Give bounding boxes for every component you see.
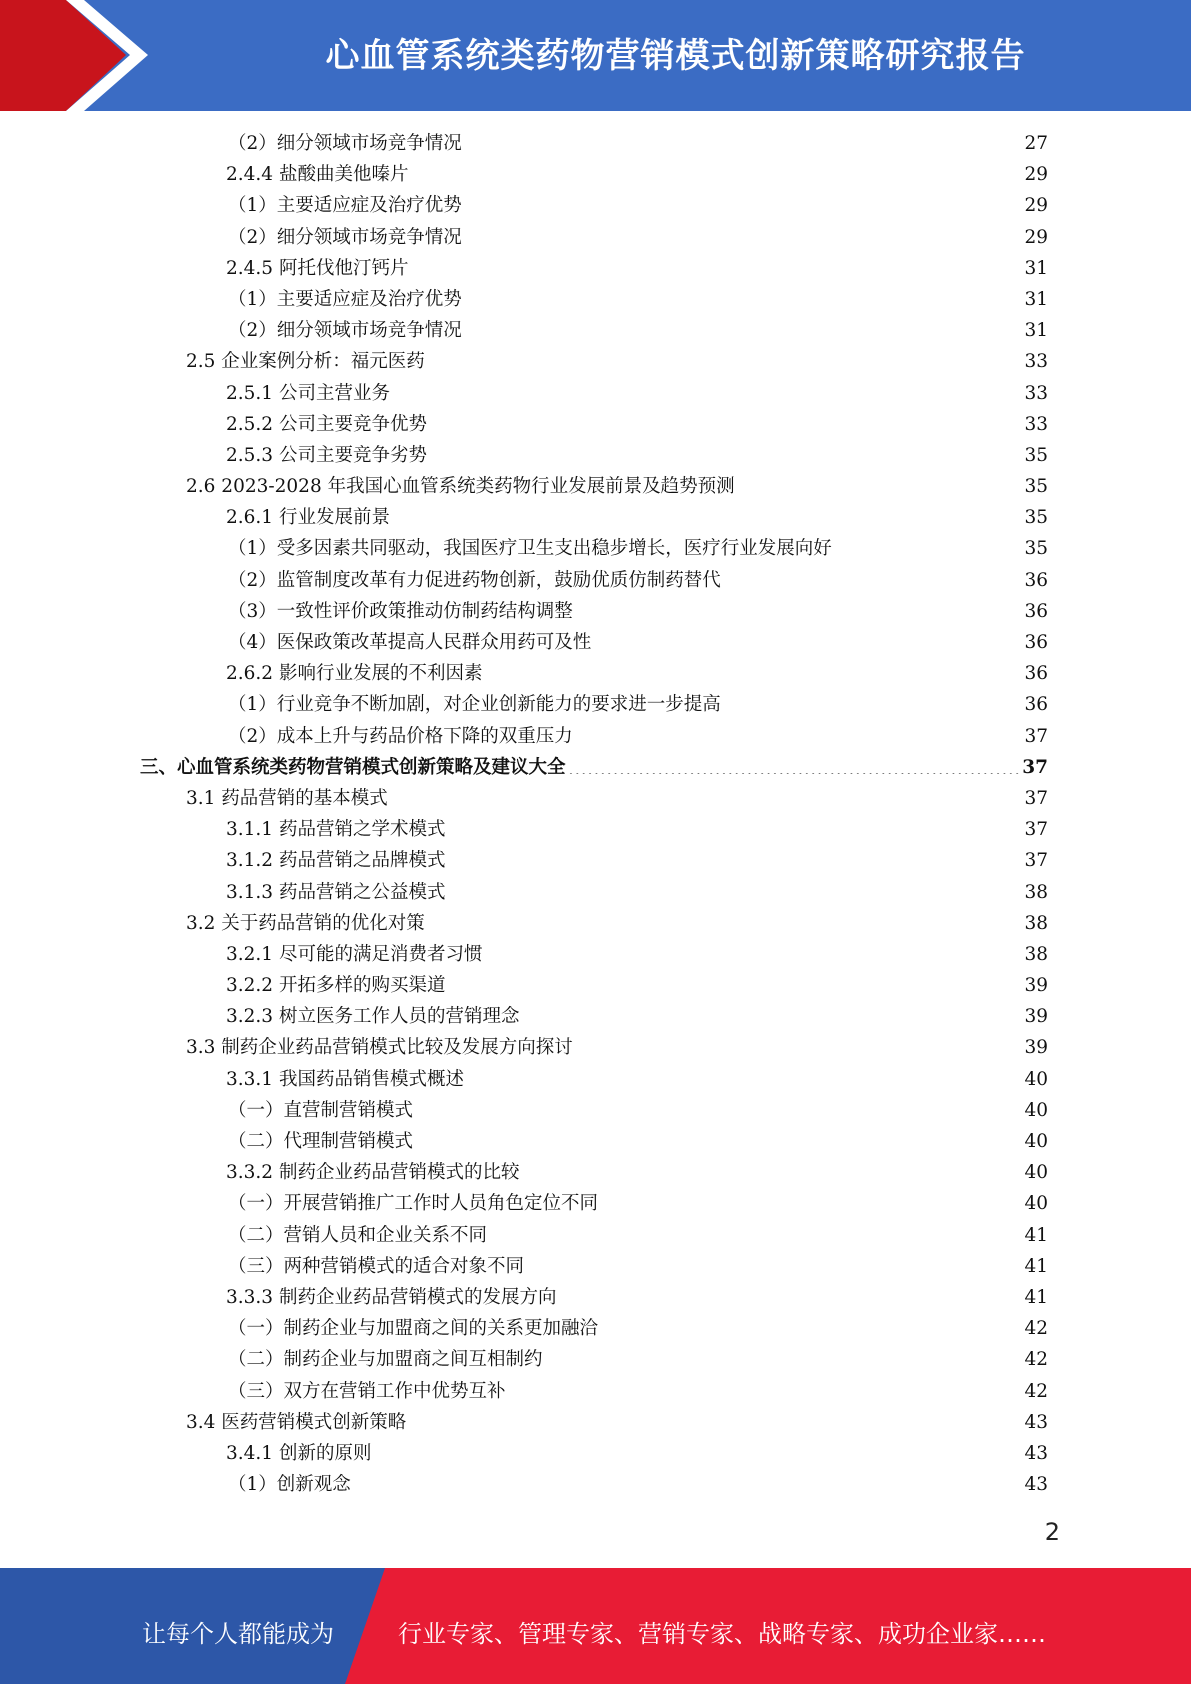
toc-entry[interactable] [140,1032,1048,1063]
toc-entry-title: （4）医保政策改革提高人民群众用药可及性 [228,632,592,653]
toc-entry-title: （三）两种营销模式的适合对象不同 [228,1255,525,1277]
toc-entry[interactable] [140,1064,1048,1095]
toc-entry-page: 29 [1024,195,1048,217]
toc-entry[interactable] [140,1438,1048,1469]
toc-leader-dots [576,599,1022,618]
toc-leader-dots [374,1441,1021,1460]
toc-leader-dots [485,662,1021,681]
toc-entry[interactable] [140,346,1048,377]
toc-entry[interactable] [140,970,1048,1001]
toc-entry-page: 38 [1024,912,1048,934]
toc-entry[interactable] [140,471,1048,502]
toc-entry[interactable] [140,159,1048,190]
toc-entry[interactable] [140,939,1048,970]
toc-leader-dots [448,974,1021,993]
toc-entry-page: 40 [1024,1099,1048,1121]
toc-leader-dots [393,381,1021,400]
toc-entry-title: 3.4.1 创新的原则 [226,1442,372,1464]
toc-entry[interactable] [140,752,1048,783]
toc-entry-page: 40 [1024,1068,1048,1090]
toc-leader-dots [430,443,1021,462]
toc-entry[interactable] [140,1376,1048,1407]
toc-leader-dots [428,911,1022,930]
toc-entry[interactable] [140,783,1048,814]
toc-entry[interactable] [140,409,1048,440]
toc-entry[interactable] [140,1095,1048,1126]
toc-entry-page: 35 [1024,444,1048,466]
toc-entry[interactable] [140,845,1048,876]
toc-entry-title: （二）营销人员和企业关系不同 [228,1224,488,1246]
toc-entry[interactable] [140,1469,1048,1500]
toc-entry-title: （一）直营制营销模式 [228,1099,414,1121]
footer-slogan-left: 让每个人都能成为 [142,1620,334,1648]
toc-entry-title: 3.3.3 制药企业药品营销模式的发展方向 [226,1286,557,1308]
toc-entry-title: 2.6 2023-2028 年我国心血管系统类药物行业发展前景及趋势预测 [186,476,735,498]
toc-entry-page: 35 [1024,538,1048,560]
toc-entry[interactable] [140,533,1048,564]
toc-entry-title: 2.6.2 影响行业发展的不利因素 [226,663,483,685]
toc-entry-title: 3.3.1 我国药品销售模式概述 [226,1068,464,1090]
toc-entry-title: 3.1 药品营销的基本模式 [186,787,388,809]
toc-entry[interactable] [140,627,1048,658]
toc-entry-page: 43 [1024,1474,1048,1496]
toc-entry-title: （2）细分领域市场竞争情况 [228,320,462,342]
toc-entry-page: 37 [1022,756,1048,778]
toc-leader-dots [509,1379,1022,1398]
toc-entry-title: （1）行业竞争不断加剧，对企业创新能力的要求进一步提高 [228,694,721,716]
toc-leader-dots [527,1254,1021,1273]
toc-entry[interactable] [140,315,1048,346]
toc-entry[interactable] [140,814,1048,845]
toc-leader-dots [465,225,1022,244]
toc-leader-dots [428,350,1022,369]
toc-entry[interactable] [140,689,1048,720]
toc-entry-page: 33 [1024,413,1048,435]
toc-entry-page: 29 [1024,226,1048,248]
toc-leader-dots [594,631,1021,650]
toc-leader-dots [546,1348,1022,1367]
toc-entry[interactable] [140,1220,1048,1251]
toc-leader-dots [448,818,1021,837]
toc-leader-dots [724,693,1022,712]
toc-entry[interactable] [140,440,1048,471]
toc-leader-dots [522,1005,1021,1024]
page-footer [0,1568,1191,1684]
toc-entry[interactable] [140,1282,1048,1313]
toc-leader-dots [465,319,1022,338]
toc-entry-page: 27 [1024,133,1048,154]
toc-entry[interactable] [140,908,1048,939]
toc-entry[interactable] [140,222,1048,253]
toc-leader-dots [465,194,1022,213]
toc-entry-page: 31 [1024,288,1048,310]
toc-entry-page: 42 [1024,1349,1048,1371]
toc-entry-title: 3.2.2 开拓多样的购买渠道 [226,975,446,997]
toc-entry-page: 29 [1024,164,1048,186]
toc-leader-dots [601,1317,1021,1336]
toc-entry-page: 36 [1024,694,1048,716]
toc-entry-title: （2）监管制度改革有力促进药物创新，鼓励优质仿制药替代 [228,569,721,591]
toc-entry-title: （1）创新观念 [228,1474,351,1496]
toc-entry-page: 39 [1024,1006,1048,1028]
toc-entry-page: 38 [1024,943,1048,965]
report-title: 心血管系统类药物营销模式创新策略研究报告 [325,36,1026,76]
toc-leader-dots [409,1410,1021,1429]
toc-leader-dots [393,506,1021,525]
table-of-contents [140,128,1048,1500]
toc-entry-page: 31 [1024,320,1048,342]
toc-entry-title: 2.5 企业案例分析：福元医药 [186,351,425,373]
toc-leader-dots [430,412,1021,431]
toc-entry-title: 三、心血管系统类药物营销模式创新策略及建议大全 [140,756,566,778]
toc-leader-dots [465,287,1022,306]
toc-entry-page: 39 [1024,975,1048,997]
toc-leader-dots [559,1285,1021,1304]
toc-entry-page: 37 [1024,850,1048,872]
toc-entry-page: 37 [1024,819,1048,841]
toc-entry-title: 3.1.1 药品营销之学术模式 [226,819,446,841]
toc-entry-page: 40 [1024,1131,1048,1152]
toc-leader-dots [522,1161,1021,1180]
toc-entry[interactable] [140,190,1048,221]
toc-entry-title: 3.2.1 尽可能的满足消费者习惯 [226,943,483,965]
toc-entry-title: 2.5.1 公司主营业务 [226,382,390,404]
toc-entry-page: 42 [1024,1380,1048,1402]
toc-entry-page: 43 [1024,1442,1048,1464]
toc-entry-title: 2.6.1 行业发展前景 [226,507,390,529]
toc-entry[interactable] [140,1313,1048,1344]
toc-entry[interactable] [140,1188,1048,1219]
header-red-block [0,0,140,111]
footer-slogan-right: 行业专家、管理专家、营销专家、战略专家、成功企业家…… [398,1620,1046,1648]
toc-entry-title: （一）开展营销推广工作时人员角色定位不同 [228,1193,599,1215]
toc-leader-dots [411,256,1021,275]
toc-entry[interactable] [140,1001,1048,1032]
toc-entry-title: 3.3.2 制药企业药品营销模式的比较 [226,1162,520,1184]
toc-entry-title: （三）双方在营销工作中优势互补 [228,1380,506,1402]
toc-leader-dots [601,1192,1021,1211]
toc-entry[interactable] [140,721,1048,752]
toc-entry-title: （二）代理制营销模式 [228,1131,414,1152]
toc-leader-dots [835,537,1022,556]
toc-entry-page: 39 [1024,1037,1048,1059]
toc-entry-page: 40 [1024,1162,1048,1184]
toc-entry-page: 43 [1024,1411,1048,1433]
toc-entry-title: 2.5.3 公司主要竞争劣势 [226,444,427,466]
page-number: 2 [1044,1518,1060,1546]
toc-leader-dots [465,132,1022,151]
toc-entry[interactable] [140,658,1048,689]
toc-entry-title: 2.4.5 阿托伐他汀钙片 [226,257,409,279]
toc-leader-dots [354,1473,1022,1492]
toc-leader-dots [467,1067,1021,1086]
toc-entry-title: （1）受多因素共同驱动，我国医疗卫生支出稳步增长，医疗行业发展向好 [228,538,832,560]
toc-entry-page: 40 [1024,1193,1048,1215]
toc-entry-title: （3）一致性评价政策推动仿制药结构调整 [228,600,573,622]
toc-entry-page: 37 [1024,725,1048,747]
toc-entry-title: 3.2 关于药品营销的优化对策 [186,912,425,934]
toc-entry-title: （2）细分领域市场竞争情况 [228,133,462,154]
toc-entry[interactable] [140,1126,1048,1157]
toc-entry-title: 3.4 医药营销模式创新策略 [186,1411,407,1433]
toc-entry[interactable] [140,378,1048,409]
toc-entry[interactable] [140,596,1048,627]
toc-entry-title: （2）成本上升与药品价格下降的双重压力 [228,725,573,747]
toc-leader-dots [416,1098,1021,1117]
toc-entry-page: 41 [1024,1255,1048,1277]
toc-entry-page: 42 [1024,1318,1048,1340]
toc-entry-title: （1）主要适应症及治疗优势 [228,195,462,217]
toc-entry-page: 36 [1024,632,1048,653]
toc-entry-title: 2.5.2 公司主要竞争优势 [226,413,427,435]
toc-leader-dots [738,475,1022,494]
toc-entry[interactable] [140,1251,1048,1282]
toc-entry-title: （一）制药企业与加盟商之间的关系更加融洽 [228,1318,599,1340]
toc-entry[interactable] [140,565,1048,596]
toc-entry-title: （二）制药企业与加盟商之间互相制约 [228,1349,543,1371]
toc-entry[interactable] [140,502,1048,533]
toc-leader-dots [576,724,1022,743]
toc-entry[interactable] [140,1407,1048,1438]
toc-entry[interactable] [140,253,1048,284]
toc-entry-page: 41 [1024,1224,1048,1246]
toc-entry-page: 31 [1024,257,1048,279]
toc-entry[interactable] [140,284,1048,315]
toc-entry[interactable] [140,1344,1048,1375]
toc-leader-dots [448,880,1021,899]
toc-leader-dots [490,1223,1021,1242]
toc-entry[interactable] [140,128,1048,159]
toc-entry-title: （1）主要适应症及治疗优势 [228,288,462,310]
page-header [0,0,1191,111]
toc-entry-title: 2.4.4 盐酸曲美他嗪片 [226,164,409,186]
toc-entry-title: 3.1.2 药品营销之品牌模式 [226,850,446,872]
toc-entry[interactable] [140,877,1048,908]
toc-leader-dots [485,942,1021,961]
toc-leader-dots [576,1036,1022,1055]
toc-entry-page: 41 [1024,1286,1048,1308]
toc-entry-title: 3.2.3 树立医务工作人员的营销理念 [226,1006,520,1028]
toc-leader-dots [411,163,1021,182]
toc-entry-title: （2）细分领域市场竞争情况 [228,226,462,248]
toc-entry-page: 38 [1024,881,1048,903]
toc-entry-page: 33 [1024,351,1048,373]
toc-entry-page: 35 [1024,507,1048,529]
toc-leader-dots [416,1130,1021,1149]
toc-entry-page: 36 [1024,600,1048,622]
toc-entry-page: 36 [1024,663,1048,685]
toc-entry-title: 3.3 制药企业药品营销模式比较及发展方向探讨 [186,1037,573,1059]
toc-leader-dots [448,849,1021,868]
toc-entry-page: 35 [1024,476,1048,498]
toc-leader-dots [391,786,1022,805]
toc-entry-title: 3.1.3 药品营销之公益模式 [226,881,446,903]
toc-leader-dots [569,755,1020,774]
toc-leader-dots [724,568,1022,587]
toc-entry-page: 37 [1024,787,1048,809]
toc-entry-page: 33 [1024,382,1048,404]
toc-entry-page: 36 [1024,569,1048,591]
toc-entry[interactable] [140,1157,1048,1188]
